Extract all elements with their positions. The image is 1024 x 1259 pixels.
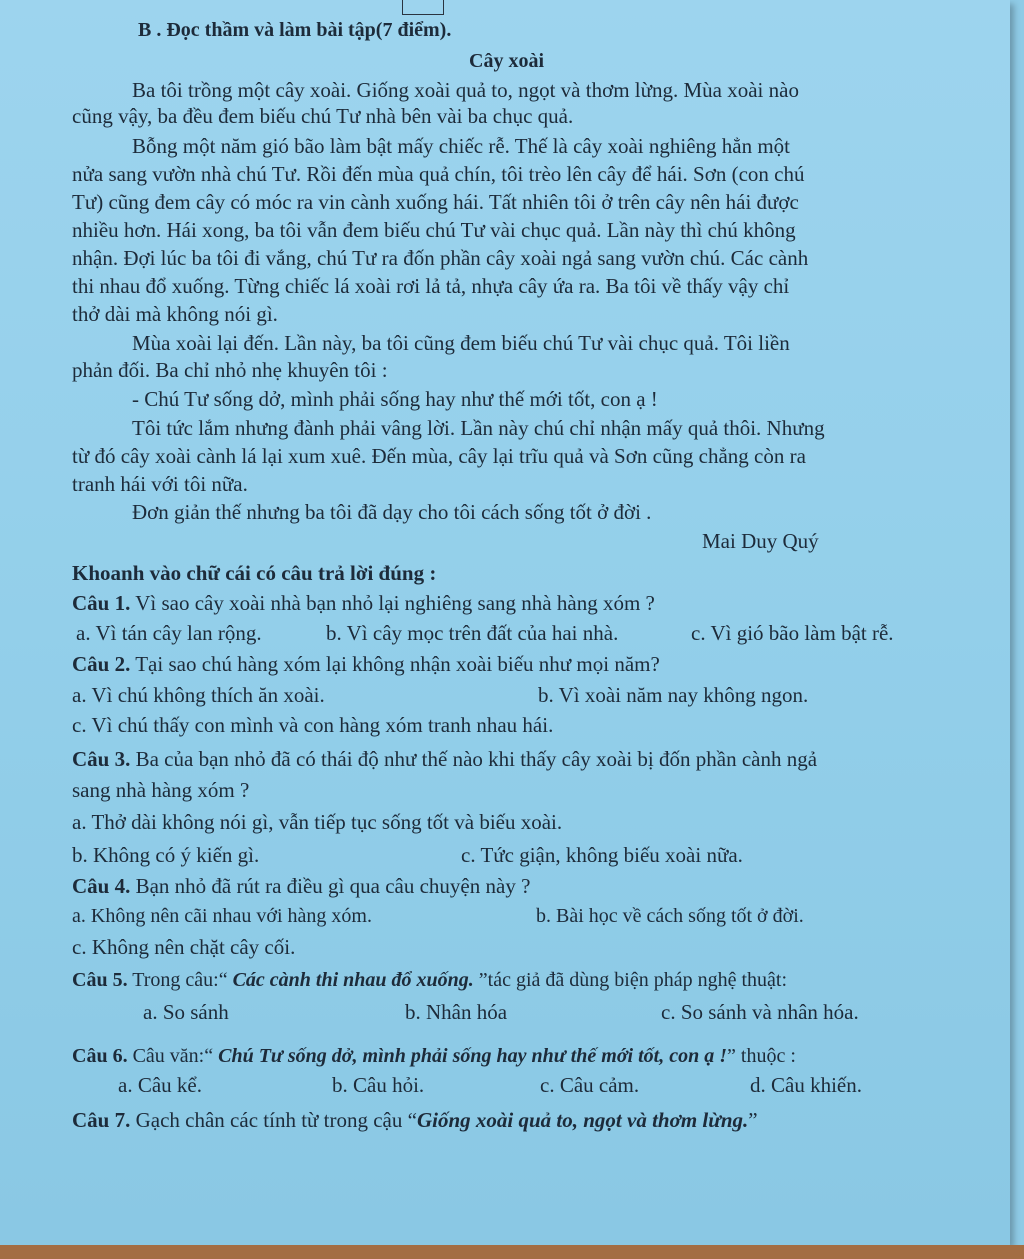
answer-option[interactable]: c. Không nên chặt cây cối.: [72, 935, 296, 959]
answer-option[interactable]: c. Vì gió bão làm bật rễ.: [691, 621, 894, 645]
question-text: Vì sao cây xoài nhà bạn nhỏ lại nghiêng sang nhà hàng xóm ?: [130, 591, 655, 615]
answer-option[interactable]: b. Nhân hóa: [405, 1000, 508, 1024]
answer-option[interactable]: c. Tức giận, không biếu xoài nữa.: [461, 843, 743, 867]
answer-option[interactable]: a. Không nên cãi nhau với hàng xóm.: [72, 905, 372, 927]
score-box: [402, 0, 444, 15]
question-text: Câu văn:“: [127, 1045, 219, 1067]
section-title: B . Đọc thầm và làm bài tập(7 điểm).: [138, 19, 452, 41]
answer-option[interactable]: a. So sánh: [143, 1000, 229, 1024]
question-7: [72, 1108, 758, 1132]
question-text: Trong câu:“: [127, 969, 233, 991]
passage-line: Bỗng một năm gió bão làm bật mấy chiếc rễ. Thế là cây xoài nghiêng hẳn một: [132, 134, 791, 158]
quoted-sentence: Chú Tư sống dở, mình phải sống hay như thế mới tốt, con ạ !: [218, 1045, 728, 1067]
question-text: ”tác giả đã dùng biện pháp nghệ thuật:: [473, 969, 788, 991]
question-label: Câu 7.: [72, 1108, 131, 1132]
passage-line: thi nhau đổ xuống. Từng chiếc lá xoài rơi lả tả, nhựa cây ứa ra. Ba tôi về thấy vậy chỉ: [72, 274, 790, 298]
table-surface: [0, 1245, 1024, 1259]
question-3-continued: sang nhà hàng xóm ?: [72, 778, 250, 802]
answer-option[interactable]: a. Câu kể.: [118, 1073, 202, 1097]
passage-line: - Chú Tư sống dở, mình phải sống hay như thế mới tốt, con ạ !: [132, 387, 658, 411]
answer-option[interactable]: d. Câu khiến.: [750, 1073, 862, 1097]
answer-option[interactable]: c. Vì chú thấy con mình và con hàng xóm tranh nhau hái.: [72, 713, 554, 737]
question-text: Gạch chân các tính từ trong cậu “: [130, 1108, 417, 1132]
passage-line: Tôi tức lắm nhưng đành phải vâng lời. Lần này chú chỉ nhận mấy quả thôi. Nhưng: [132, 416, 825, 440]
question-text: ”: [748, 1108, 758, 1132]
passage-line: cũng vậy, ba đều đem biếu chú Tư nhà bên vài ba chục quả.: [72, 104, 574, 128]
passage-line: Tư) cũng đem cây có móc ra vin cành xuống hái. Tất nhiên tôi ở trên cây nên hái được: [72, 190, 799, 214]
quoted-sentence: Các cành thi nhau đổ xuống.: [232, 969, 474, 991]
answer-option[interactable]: c. Câu cảm.: [540, 1073, 640, 1097]
passage-line: phản đối. Ba chỉ nhỏ nhẹ khuyên tôi :: [72, 358, 388, 382]
question-label: Câu 6.: [72, 1045, 128, 1067]
question-label: Câu 2.: [72, 652, 131, 676]
passage-line: thở dài mà không nói gì.: [72, 302, 278, 326]
question-5: [72, 968, 787, 992]
question-label: Câu 4.: [72, 874, 131, 898]
question-text: Bạn nhỏ đã rút ra điều gì qua câu chuyện này ?: [130, 874, 531, 898]
answer-option[interactable]: b. Vì cây mọc trên đất của hai nhà.: [326, 621, 619, 645]
answer-option[interactable]: b. Câu hỏi.: [332, 1073, 425, 1097]
passage-line: nửa sang vườn nhà chú Tư. Rồi đến mùa quả chín, tôi trèo lên cây để hái. Sơn (con chú: [72, 162, 805, 186]
question-text: ” thuộc :: [727, 1045, 796, 1067]
question-label: Câu 1.: [72, 591, 131, 615]
question-label: Câu 3.: [72, 747, 131, 771]
quoted-sentence: Giống xoài quả to, ngọt và thơm lừng.: [416, 1108, 749, 1132]
instruction: Khoanh vào chữ cái có câu trả lời đúng :: [72, 561, 437, 585]
passage-line: tranh hái với tôi nữa.: [72, 472, 248, 496]
question-1: [72, 591, 655, 615]
question-4: [72, 874, 530, 898]
passage-line: Đơn giản thế nhưng ba tôi đã dạy cho tôi cách sống tốt ở đời .: [132, 500, 652, 524]
answer-option[interactable]: c. So sánh và nhân hóa.: [661, 1000, 859, 1024]
answer-option[interactable]: a. Vì tán cây lan rộng.: [76, 621, 262, 645]
question-label: Câu 5.: [72, 969, 128, 991]
answer-option[interactable]: a. Vì chú không thích ăn xoài.: [72, 683, 325, 707]
question-text: Tại sao chú hàng xóm lại không nhận xoài biếu như mọi năm?: [130, 652, 660, 676]
question-text: Ba của bạn nhỏ đã có thái độ như thế nào khi thấy cây xoài bị đốn phần cành ngả: [130, 747, 818, 771]
passage-line: Ba tôi trồng một cây xoài. Giống xoài quả to, ngọt và thơm lừng. Mùa xoài nào: [132, 78, 799, 102]
answer-option[interactable]: b. Không có ý kiến gì.: [72, 843, 260, 867]
passage-line: nhận. Đợi lúc ba tôi đi vắng, chú Tư ra đốn phần cây xoài ngả sang vườn chú. Các cành: [72, 246, 809, 270]
author-name: Mai Duy Quý: [702, 529, 819, 553]
answer-option[interactable]: b. Vì xoài năm nay không ngon.: [538, 683, 809, 707]
answer-option[interactable]: b. Bài học về cách sống tốt ở đời.: [536, 905, 804, 927]
passage-line: từ đó cây xoài cành lá lại xum xuê. Đến mùa, cây lại trĩu quả và Sơn cũng chẳng còn ra: [72, 444, 806, 468]
question-6: [72, 1044, 796, 1068]
question-3: [72, 747, 817, 771]
passage-line: Mùa xoài lại đến. Lần này, ba tôi cũng đem biếu chú Tư vài chục quả. Tôi liền: [132, 331, 790, 355]
answer-option[interactable]: a. Thở dài không nói gì, vẫn tiếp tục sống tốt và biếu xoài.: [72, 810, 563, 834]
question-2: [72, 652, 660, 676]
story-title: Cây xoài: [469, 50, 544, 72]
passage-line: nhiều hơn. Hái xong, ba tôi vẫn đem biếu chú Tư vài chục quả. Lần này thì chú không: [72, 218, 796, 242]
